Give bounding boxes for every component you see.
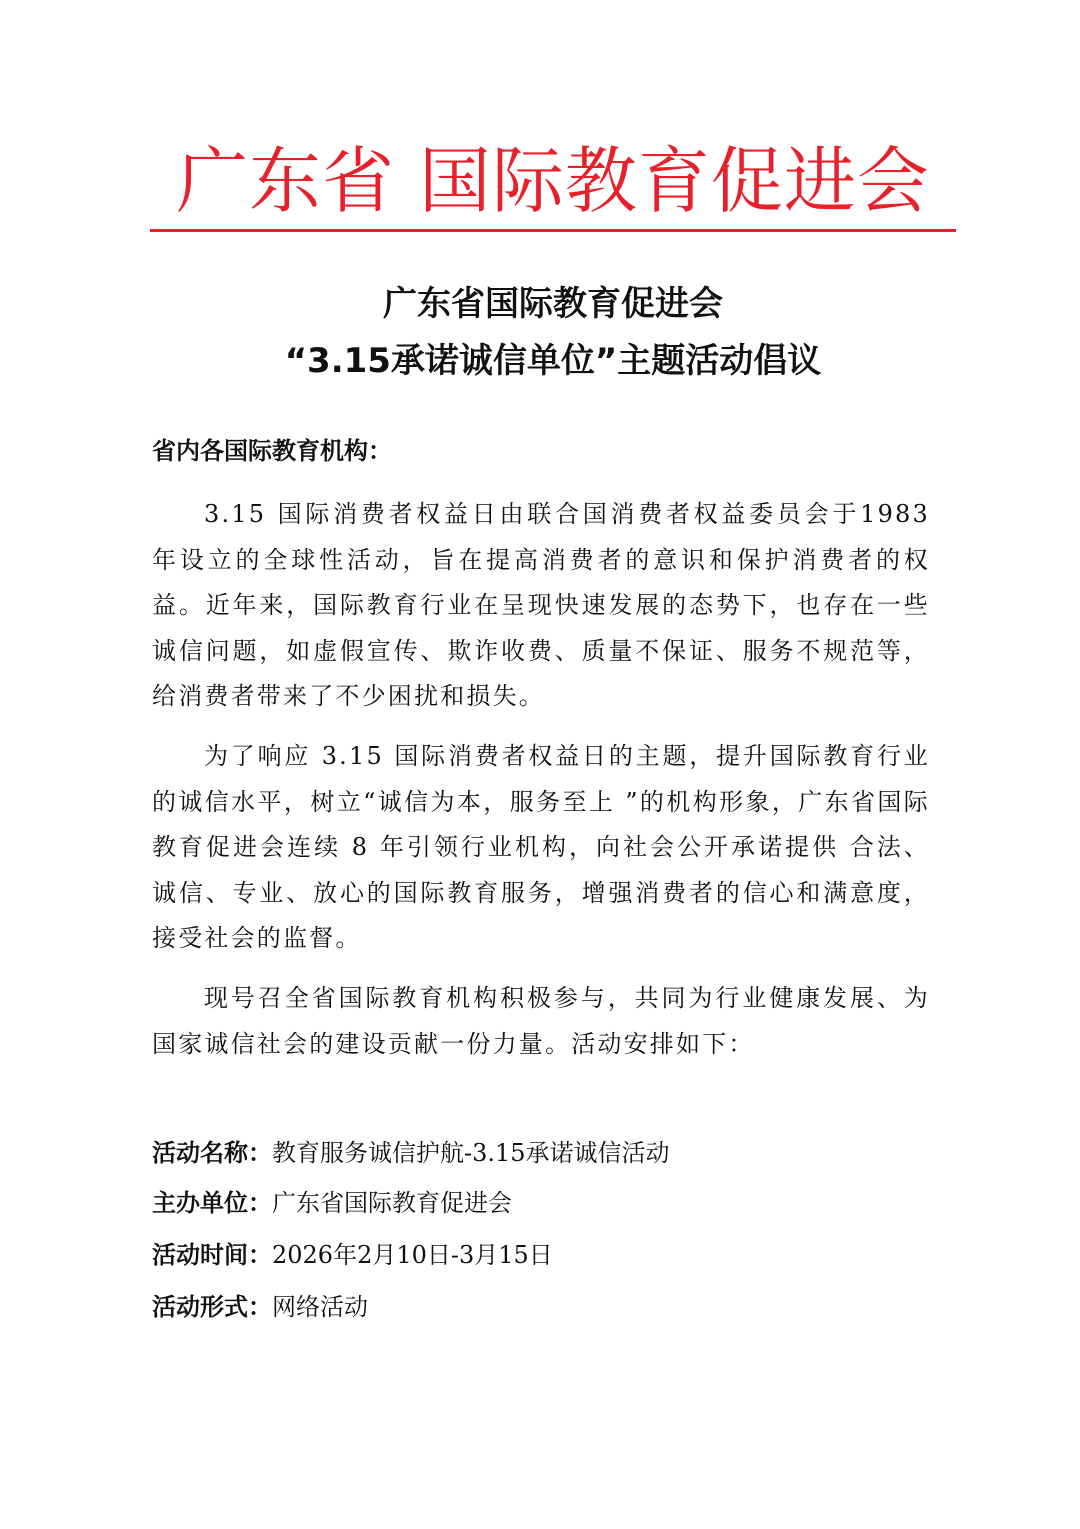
activity-time-value: 2026年2月10日-3月15日 — [272, 1241, 553, 1269]
letterhead-divider — [150, 229, 956, 232]
activity-name-value: 教育服务诚信护航-3.15承诺诚信活动 — [272, 1139, 670, 1167]
activity-name-line — [152, 1138, 670, 1168]
paragraph-purpose: 为了响应 3.15 国际消费者权益日的主题，提升国际教育行业的诚信水平，树立“诚信为本，服务至上 ”的机构形象，广东省国际教育促进会连续 8 年引领行业机构，向社会公开承诺提供 合法、诚信、专业、放心的国际教育服务，增强消费者的信心和满意度，接受社会的监督。 — [152, 742, 930, 952]
activity-name-label: 活动名称： — [152, 1138, 272, 1167]
document-title-line-1: 广东省国际教育促进会 — [383, 284, 723, 324]
salutation: 省内各国际教育机构： — [152, 436, 392, 465]
activity-organizer-label: 主办单位： — [152, 1188, 272, 1217]
activity-form-value: 网络活动 — [272, 1293, 368, 1321]
activity-form-label: 活动形式： — [152, 1292, 272, 1321]
document-title-line-2: “3.15承诺诚信单位”主题活动倡议 — [284, 341, 822, 381]
activity-time-line — [152, 1240, 553, 1270]
letterhead-organization: 广东省 国际教育促进会 — [176, 139, 930, 223]
activity-form-line — [152, 1292, 368, 1322]
paragraph-call-to-action: 现号召全省国际教育机构积极参与，共同为行业健康发展、为国家诚信社会的建设贡献一份力量。活动安排如下： — [152, 984, 930, 1058]
activity-time-label: 活动时间： — [152, 1240, 272, 1269]
activity-organizer-line — [152, 1188, 512, 1218]
activity-organizer-value: 广东省国际教育促进会 — [272, 1189, 512, 1217]
paragraph-background: 3.15 国际消费者权益日由联合国消费者权益委员会于1983 年设立的全球性活动，旨在提高消费者的意识和保护消费者的权益。近年来，国际教育行业在呈现快速发展的态势下，也存在一些诚信问题，如虚假宣传、欺诈收费、质量不保证、服务不规范等，给消费者带来了不少困扰和损失。 — [152, 500, 930, 710]
